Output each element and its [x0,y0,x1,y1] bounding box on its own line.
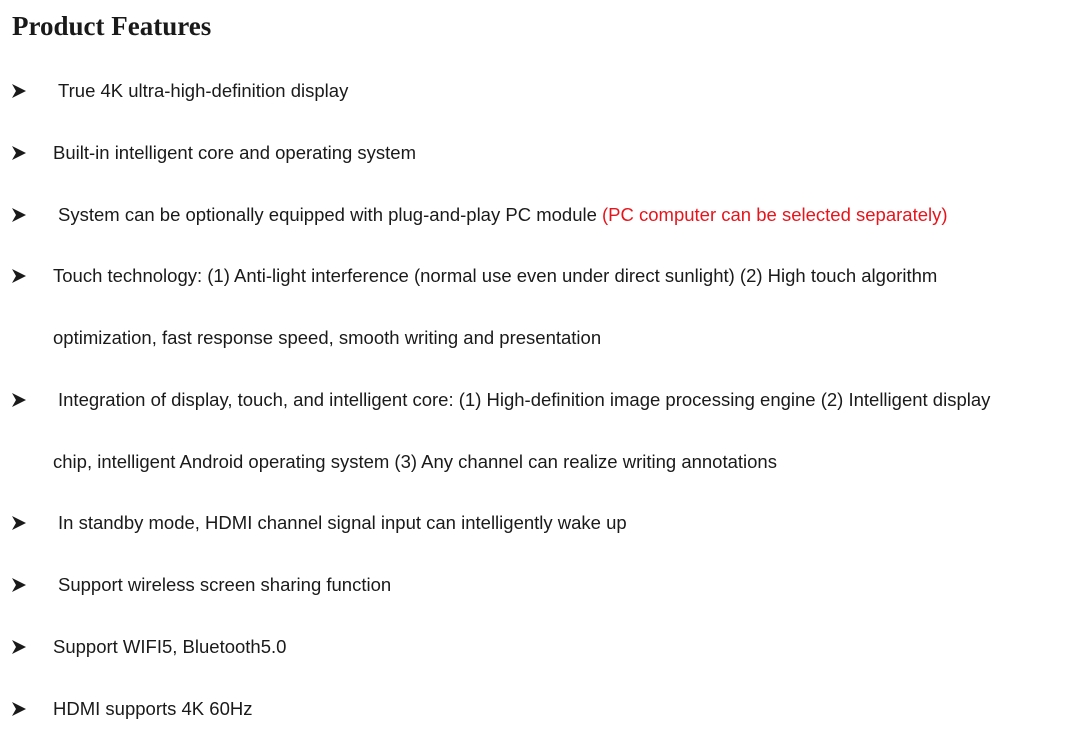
feature-item-standby-wake [0,511,1068,535]
arrowhead-bullet-icon [11,81,27,101]
feature-item-pc-module [0,203,1068,227]
feature-item-touch-technology [0,264,1068,350]
arrowhead-bullet-icon [11,699,27,719]
feature-item-intelligent-core [0,141,1068,165]
feature-text: Support WIFI5, Bluetooth5.0 [53,636,287,657]
feature-text: True 4K ultra-high-definition display [58,80,349,101]
feature-text-line [58,203,948,227]
feature-item-screen-sharing [0,573,1068,597]
feature-item-hdmi-4k [0,697,1068,721]
feature-text-continued: optimization, fast response speed, smooth writing and presentation [53,327,602,348]
feature-text: Built-in intelligent core and operating system [53,142,416,163]
feature-text: System can be optionally equipped with plug-and-play PC module [58,204,603,225]
feature-item-4k-display [0,79,1068,103]
arrowhead-bullet-icon [11,390,27,410]
feature-text: Touch technology: (1) Anti-light interference (normal use even under direct sunlight) (2) High touch algorithm [53,265,938,286]
arrowhead-bullet-icon [11,266,27,286]
arrowhead-bullet-icon [11,637,27,657]
feature-note: (PC computer can be selected separately) [602,204,948,225]
arrowhead-bullet-icon [11,143,27,163]
arrowhead-bullet-icon [11,513,27,533]
feature-text-continued: chip, intelligent Android operating system (3) Any channel can realize writing annotations [53,451,777,472]
feature-text: HDMI supports 4K 60Hz [53,698,253,719]
page-title: Product Features [12,11,212,41]
feature-text: Support wireless screen sharing function [58,574,392,595]
feature-item-wifi-bluetooth [0,635,1068,659]
feature-item-integration [0,388,1068,474]
feature-text: In standby mode, HDMI channel signal input can intelligently wake up [58,512,627,533]
arrowhead-bullet-icon [11,205,27,225]
arrowhead-bullet-icon [11,575,27,595]
feature-text: Integration of display, touch, and intelligent core: (1) High-definition image processing engine (2) Intelligent display [58,389,991,410]
